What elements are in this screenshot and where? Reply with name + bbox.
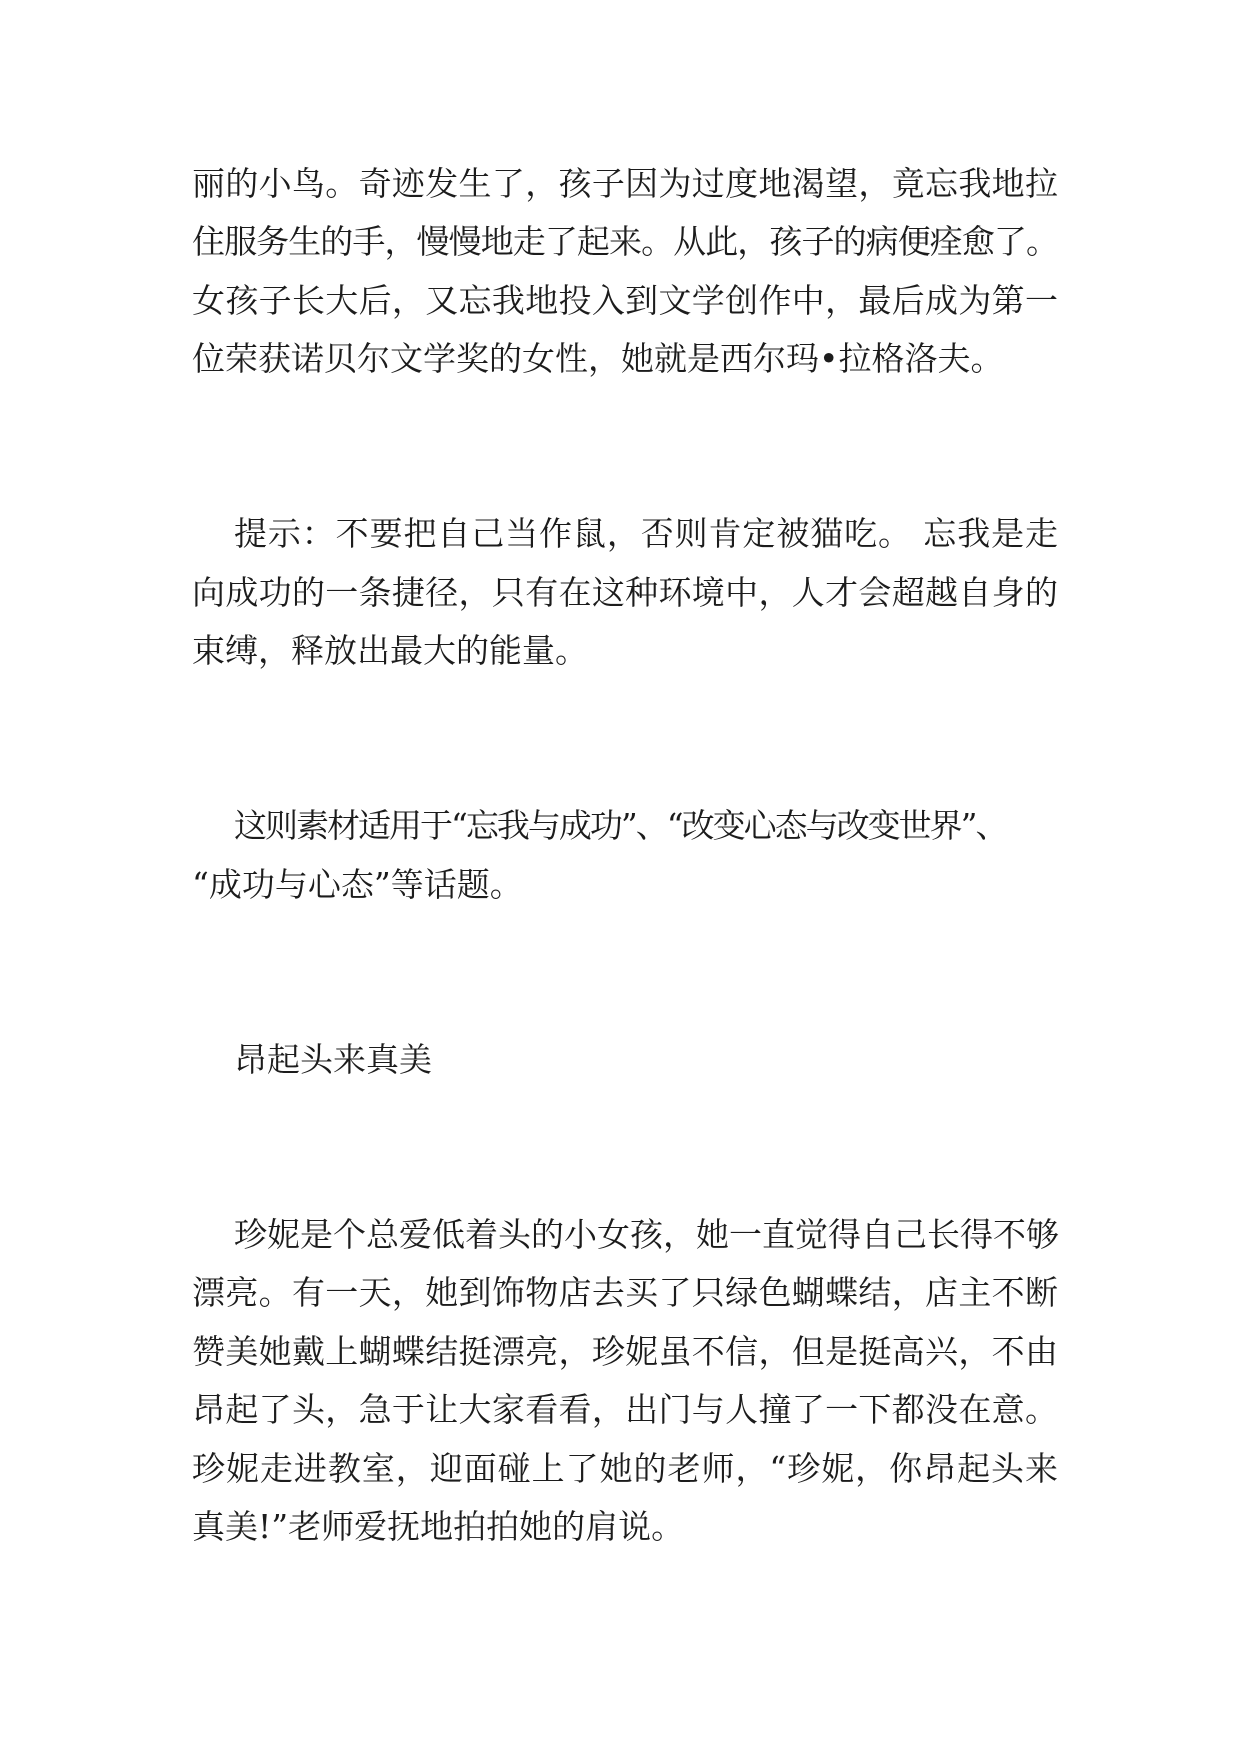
story-title-text: 昂起头来真美 [234,1039,432,1079]
paragraph-usage-note [192,797,1058,914]
paragraph-continued-story [192,155,1058,389]
text-line: 真美!”老师爱抚地拍拍她的肩说。 [192,1507,685,1547]
paragraph-story [192,1206,1058,1556]
text-line: 女孩子长大后，又忘我地投入到文学创作中，最后成为第一 [192,280,1058,320]
text-line: 昂起了头，急于让大家看看，出门与人撞了一下都没在意。 [192,1390,1058,1430]
text-line: “成功与心态”等话题。 [192,864,523,904]
text-line: 珍妮走进教室，迎面碰上了她的老师，“珍妮，你昂起头来 [192,1448,1058,1488]
text-line: 这则素材适用于“忘我与成功”、“改变心态与改变世界”、 [234,806,1007,846]
text-line: 向成功的一条捷径，只有在这种环境中，人才会超越自身的 [192,572,1058,612]
document-body [192,155,1058,1556]
story-title [192,1031,1058,1089]
text-line: 珍妮是个总爱低着头的小女孩，她一直觉得自己长得不够 [234,1215,1059,1255]
paragraph-hint [192,505,1058,680]
text-line: 赞美她戴上蝴蝶结挺漂亮，珍妮虽不信，但是挺高兴，不由 [192,1331,1058,1371]
text-line: 提示：不要把自己当作鼠，否则肯定被猫吃。 忘我是走 [234,514,1058,554]
text-line: 位荣获诺贝尔文学奖的女性，她就是西尔玛•拉格洛夫。 [192,339,1004,379]
text-line: 漂亮。有一天，她到饰物店去买了只绿色蝴蝶结，店主不断 [192,1273,1058,1313]
text-line: 住服务生的手，慢慢地走了起来。从此，孩子的病便痊愈了。 [192,222,1058,262]
text-line: 丽的小鸟。奇迹发生了，孩子因为过度地渴望，竟忘我地拉 [192,164,1058,203]
text-line: 束缚，释放出最大的能量。 [192,631,588,671]
